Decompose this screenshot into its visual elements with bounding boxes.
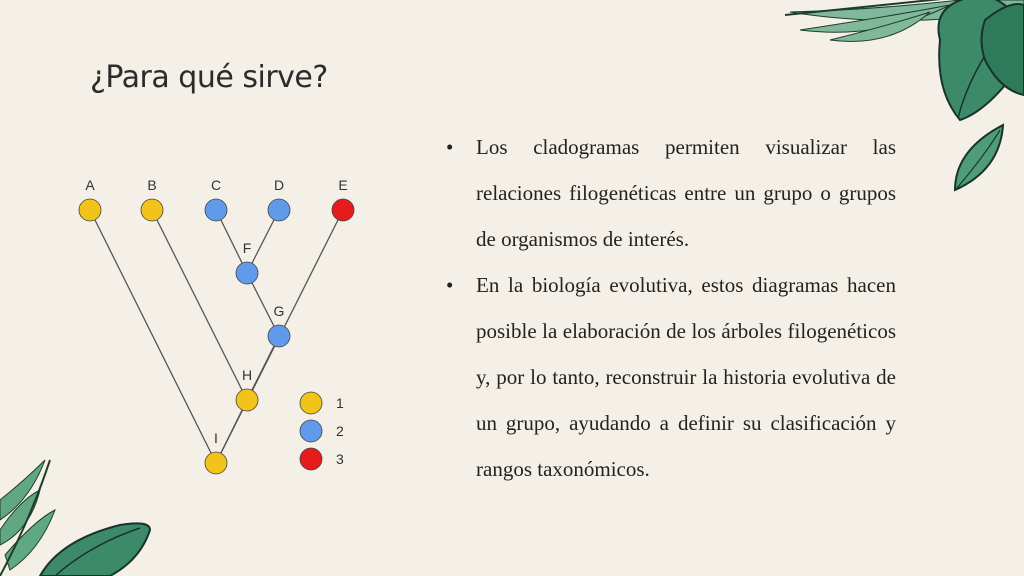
legend-swatch-3: [300, 448, 322, 470]
node-G: [268, 325, 290, 347]
node-I: [205, 452, 227, 474]
node-F: [236, 262, 258, 284]
bullet-item: • Los cladogramas permiten visualizar las relaciones filogenéticas entre un grupo o grupos de organismos de interés.: [446, 124, 896, 262]
node-label-B: B: [147, 177, 157, 193]
node-label-G: G: [273, 303, 285, 319]
edge-B-H: [152, 210, 247, 400]
legend-label-1: 1: [336, 395, 344, 411]
bullet-item: • En la biología evolutiva, estos diagramas hacen posible la elaboración de los árboles filogenéticos y, por lo tanto, reconstruir la historia evolutiva de un grupo, ayudando a definir su clasificación y rangos taxonómicos.: [446, 262, 896, 492]
node-C: [205, 199, 227, 221]
legend-swatch-2: [300, 420, 322, 442]
node-A: [79, 199, 101, 221]
cladogram-legend: [300, 392, 344, 470]
node-E: [332, 199, 354, 221]
node-label-D: D: [273, 177, 285, 193]
slide-title: ¿Para qué sirve?: [90, 60, 328, 95]
node-label-E: E: [338, 177, 348, 193]
edge-A-I: [90, 210, 216, 463]
legend-label-3: 3: [336, 451, 344, 467]
node-H: [236, 389, 258, 411]
node-D: [268, 199, 290, 221]
legend-swatch-1: [300, 392, 322, 414]
node-label-C: C: [210, 177, 222, 193]
legend-label-2: 2: [336, 423, 344, 439]
node-label-F: F: [242, 240, 252, 256]
node-label-A: A: [85, 177, 95, 193]
node-label-I: I: [214, 430, 218, 446]
node-B: [141, 199, 163, 221]
node-label-H: H: [241, 367, 253, 383]
